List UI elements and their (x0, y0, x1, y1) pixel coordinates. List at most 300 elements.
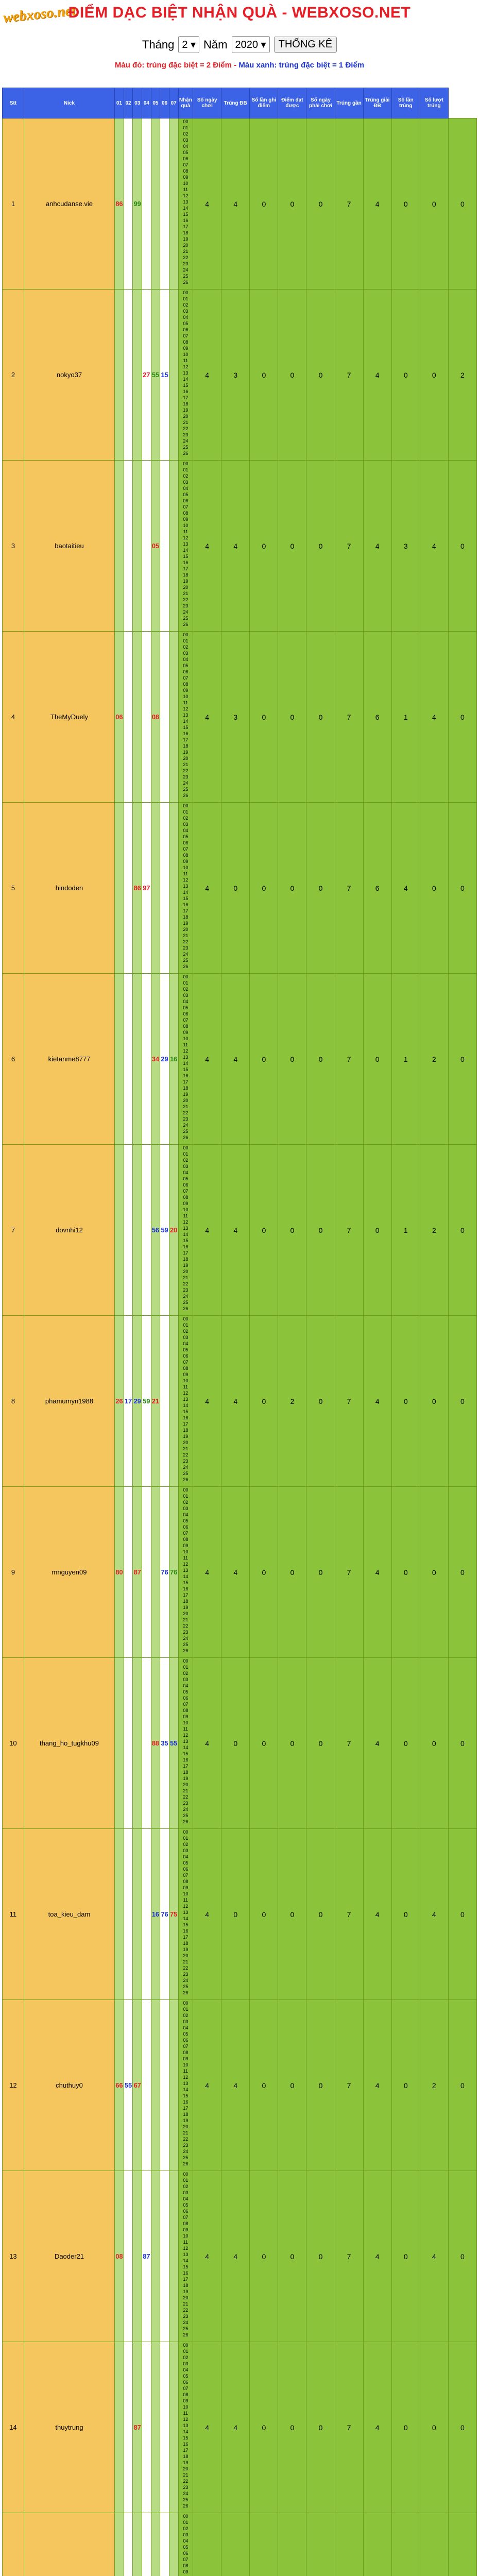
number-item: 17 (183, 1421, 189, 1427)
stat-cell: 7 (335, 1829, 363, 2000)
month-select[interactable]: 2 ▾ (178, 36, 199, 53)
number-item: 24 (183, 2149, 189, 2154)
column-header: Số lần ghi điểm (250, 88, 278, 118)
number-item: 22 (183, 1794, 189, 1800)
number-item: 17 (183, 908, 189, 913)
day-pick-cell (151, 1487, 160, 1658)
number-item: 13 (183, 1055, 189, 1060)
column-header: 02 (124, 88, 133, 118)
number-item: 19 (183, 579, 189, 584)
number-item: 13 (183, 1910, 189, 1915)
player-nick[interactable]: hindoden (24, 803, 114, 974)
number-item: 00 (183, 1658, 189, 1664)
number-list-cell (178, 1829, 193, 2000)
day-pick-cell: 88 (151, 1658, 160, 1829)
day-pick-cell (124, 1829, 133, 2000)
number-item: 12 (183, 1904, 189, 1909)
number-item: 19 (183, 1434, 189, 1439)
month-label: Tháng (142, 38, 175, 51)
stat-cell: 4 (363, 1487, 391, 1658)
number-item: 13 (183, 2081, 189, 2086)
stat-cell: 0 (250, 1316, 278, 1487)
number-item: 04 (183, 2196, 189, 2201)
day-pick-cell (124, 974, 133, 1145)
number-item: 02 (183, 2013, 189, 2018)
day-pick-cell (151, 803, 160, 974)
number-item: 01 (183, 467, 189, 472)
number-item: 03 (183, 2019, 189, 2024)
stats-submit-button[interactable]: THỐNG KÊ (274, 37, 337, 53)
stat-cell: 0 (306, 118, 335, 290)
table-row (3, 1145, 477, 1316)
stat-cell: 4 (193, 461, 221, 632)
number-item: 19 (183, 236, 189, 242)
stat-cell: 0 (278, 290, 306, 461)
stat-cell: 4 (420, 632, 448, 803)
number-item: 23 (183, 261, 189, 266)
number-item: 17 (183, 1250, 189, 1256)
number-item: 16 (183, 560, 189, 565)
number-item: 15 (183, 1067, 189, 1072)
number-item: 26 (183, 280, 189, 285)
number-item: 07 (183, 2044, 189, 2049)
number-item: 07 (183, 1531, 189, 1536)
number-item: 10 (183, 694, 189, 699)
stat-cell: 3 (221, 290, 250, 461)
number-item: 17 (183, 1764, 189, 1769)
number-item: 06 (183, 1696, 189, 1701)
number-item: 12 (183, 1219, 189, 1225)
day-pick-cell: 20 (169, 1145, 178, 1316)
site-logo[interactable]: webxoso.net (2, 2, 76, 26)
day-pick-cell: 06 (115, 632, 124, 803)
number-item: 10 (183, 2062, 189, 2067)
number-item: 20 (183, 585, 189, 590)
number-list-cell (178, 2171, 193, 2342)
day-pick-cell: 35 (160, 1658, 169, 1829)
number-item: 00 (183, 632, 189, 637)
day-pick-cell: 66 (115, 2000, 124, 2171)
number-item: 19 (183, 1605, 189, 1610)
day-pick-cell (160, 118, 169, 290)
number-item: 24 (183, 1123, 189, 1128)
day-pick-cell: 87 (142, 2171, 151, 2342)
number-item: 14 (183, 890, 189, 895)
year-select[interactable]: 2020 ▾ (232, 36, 270, 53)
player-nick[interactable]: chuthuy0 (24, 2000, 114, 2171)
day-pick-cell: 55 (151, 290, 160, 461)
row-index: 8 (3, 1316, 24, 1487)
number-item: 05 (183, 1860, 189, 1866)
player-nick[interactable]: Daoder21 (24, 2171, 114, 2342)
column-header: Nhận quà (178, 88, 193, 118)
number-item: 21 (183, 2301, 189, 2307)
number-item: 03 (183, 993, 189, 998)
number-item: 19 (183, 2118, 189, 2123)
number-item: 15 (183, 896, 189, 901)
number-item: 02 (183, 645, 189, 650)
number-item: 01 (183, 125, 189, 130)
row-index: 13 (3, 2171, 24, 2342)
stat-cell: 0 (391, 118, 420, 290)
number-item: 22 (183, 597, 189, 602)
number-item: 23 (183, 1459, 189, 1464)
player-nick[interactable]: thuytrung (24, 2342, 114, 2513)
day-pick-cell (142, 1487, 151, 1658)
year-label: Năm (203, 38, 228, 51)
day-pick-cell (169, 2171, 178, 2342)
day-pick-cell (169, 2342, 178, 2513)
player-nick[interactable]: kietanme8777 (24, 974, 114, 1145)
table-row (3, 1658, 477, 1829)
stat-cell: 0 (448, 1145, 476, 1316)
day-pick-cell (142, 1658, 151, 1829)
number-item: 25 (183, 274, 189, 279)
number-item: 10 (183, 1891, 189, 1896)
number-item: 12 (183, 1048, 189, 1054)
number-item: 05 (183, 2031, 189, 2037)
number-item: 07 (183, 333, 189, 338)
number-item: 11 (183, 700, 188, 705)
number-item: 09 (183, 346, 189, 351)
number-item: 23 (183, 1801, 189, 1806)
day-pick-cell: 56 (151, 1145, 160, 1316)
number-item: 20 (183, 243, 189, 248)
day-pick-cell (133, 1829, 142, 2000)
number-item: 20 (183, 2124, 189, 2129)
day-pick-cell (142, 974, 151, 1145)
column-header: Số lần trúng (391, 88, 420, 118)
number-item: 04 (183, 2025, 189, 2030)
stat-cell: 4 (363, 1829, 391, 2000)
stat-cell: 2 (420, 974, 448, 1145)
number-item: 22 (183, 1452, 189, 1458)
stat-cell (221, 2513, 250, 2576)
number-item: 17 (183, 395, 189, 400)
number-item: 03 (183, 651, 189, 656)
table-body (3, 118, 477, 2576)
number-item: 08 (183, 2221, 189, 2226)
number-item: 25 (183, 2155, 189, 2160)
number-item: 06 (183, 2380, 189, 2385)
column-header: 07 (169, 88, 178, 118)
number-list-cell (178, 1316, 193, 1487)
day-pick-cell (133, 632, 142, 803)
number-item: 12 (183, 1391, 189, 1396)
number-item: 06 (183, 156, 189, 161)
number-item: 13 (183, 370, 189, 376)
number-item: 23 (183, 1630, 189, 1635)
number-item: 06 (183, 1524, 189, 1530)
number-item: 12 (183, 2417, 189, 2422)
stat-cell: 0 (448, 974, 476, 1145)
day-pick-cell (115, 1658, 124, 1829)
stat-cell: 4 (193, 1658, 221, 1829)
number-item: 11 (183, 1384, 188, 1389)
stat-cell: 2 (448, 290, 476, 461)
stat-cell: 0 (420, 290, 448, 461)
number-item: 10 (183, 181, 189, 186)
stat-cell: 4 (193, 2000, 221, 2171)
number-item: 08 (183, 1024, 189, 1029)
number-item: 12 (183, 193, 189, 198)
stat-cell: 0 (250, 632, 278, 803)
player-nick[interactable]: dovnhi12 (24, 1145, 114, 1316)
number-item: 11 (183, 1897, 188, 1903)
number-item: 07 (183, 1873, 189, 1878)
stat-cell: 4 (363, 2000, 391, 2171)
number-item: 13 (183, 541, 189, 547)
day-pick-cell (142, 1145, 151, 1316)
number-item: 17 (183, 2277, 189, 2282)
number-item: 15 (183, 2093, 189, 2098)
stat-cell: 0 (420, 1487, 448, 1658)
number-item: 17 (183, 566, 189, 571)
day-pick-cell (151, 118, 160, 290)
day-pick-cell (124, 2171, 133, 2342)
number-item: 04 (183, 1683, 189, 1688)
day-pick-cell (142, 1829, 151, 2000)
number-item: 23 (183, 2485, 189, 2490)
number-item: 03 (183, 822, 189, 827)
number-item: 26 (183, 793, 189, 798)
stat-cell: 0 (391, 1829, 420, 2000)
column-header: Trúng ĐB (221, 88, 250, 118)
stat-cell: 4 (193, 2171, 221, 2342)
number-item: 02 (183, 2526, 189, 2531)
number-item: 00 (183, 2514, 189, 2519)
day-pick-cell (124, 1487, 133, 1658)
stat-cell: 4 (193, 118, 221, 290)
number-item: 08 (183, 1366, 189, 1371)
number-item: 07 (183, 1360, 189, 1365)
day-pick-cell: 80 (115, 1487, 124, 1658)
number-item: 02 (183, 987, 189, 992)
player-nick[interactable]: TheMyDuely (24, 632, 114, 803)
stat-cell: 0 (250, 803, 278, 974)
number-item: 10 (183, 1207, 189, 1212)
number-item: 26 (183, 451, 189, 456)
number-item: 26 (183, 1648, 189, 1653)
number-item: 10 (183, 1378, 189, 1383)
row-index: 3 (3, 461, 24, 632)
number-item: 26 (183, 964, 189, 969)
number-item: 21 (183, 1446, 189, 1451)
stat-cell: 0 (278, 803, 306, 974)
stat-cell: 0 (250, 461, 278, 632)
day-pick-cell (169, 2513, 178, 2576)
number-item: 03 (183, 2361, 189, 2366)
number-item: 13 (183, 199, 189, 205)
stat-cell: 4 (221, 2000, 250, 2171)
number-item: 02 (183, 302, 189, 308)
stat-cell: 4 (193, 1487, 221, 1658)
number-item: 23 (183, 603, 189, 608)
number-item: 25 (183, 616, 189, 621)
stat-cell: 4 (193, 1316, 221, 1487)
day-pick-cell (124, 1658, 133, 1829)
day-pick-cell (133, 1145, 142, 1316)
number-item: 05 (183, 834, 189, 839)
number-item: 11 (183, 1213, 188, 1218)
day-pick-cell: 76 (169, 1487, 178, 1658)
number-list-cell (178, 2513, 193, 2576)
day-pick-cell (115, 2342, 124, 2513)
player-nick[interactable]: baotaitieu (24, 461, 114, 632)
stat-cell: 7 (335, 118, 363, 290)
number-item: 10 (183, 2233, 189, 2239)
number-item: 16 (183, 2099, 189, 2105)
table-header-row (3, 88, 477, 118)
stat-cell: 0 (306, 1316, 335, 1487)
stat-cell: 0 (448, 632, 476, 803)
day-pick-cell (160, 2171, 169, 2342)
column-header: Stt (3, 88, 24, 118)
number-item: 20 (183, 1098, 189, 1103)
stat-cell: 1 (391, 1145, 420, 1316)
number-item: 04 (183, 315, 189, 320)
number-item: 14 (183, 1574, 189, 1579)
number-item: 08 (183, 853, 189, 858)
number-item: 06 (183, 669, 189, 674)
number-item: 24 (183, 2320, 189, 2325)
table-row (3, 974, 477, 1145)
number-item: 23 (183, 1116, 189, 1122)
stat-cell: 1 (391, 974, 420, 1145)
number-item: 01 (183, 2178, 189, 2183)
number-item: 26 (183, 622, 189, 627)
page-header (0, 0, 479, 77)
stat-cell: 0 (448, 803, 476, 974)
stat-cell: 0 (250, 2342, 278, 2513)
stat-cell: 2 (278, 1316, 306, 1487)
number-item: 14 (183, 2258, 189, 2263)
number-item: 20 (183, 1782, 189, 1787)
stat-cell: 4 (193, 632, 221, 803)
number-item: 18 (183, 1941, 189, 1946)
player-nick[interactable] (24, 2513, 114, 2576)
stat-cell: 4 (363, 1316, 391, 1487)
number-item: 07 (183, 504, 189, 510)
player-nick[interactable]: anhcudanse.vie (24, 118, 114, 290)
number-item: 16 (183, 389, 189, 394)
number-item: 08 (183, 1537, 189, 1542)
number-item: 10 (183, 523, 189, 528)
day-pick-cell (142, 2513, 151, 2576)
player-nick[interactable]: thang_ho_tugkhu09 (24, 1658, 114, 1829)
number-item: 01 (183, 1323, 189, 1328)
number-item: 22 (183, 1110, 189, 1115)
year-select-value: 2020 (235, 39, 258, 50)
number-item: 05 (183, 2545, 189, 2550)
day-pick-cell: 97 (142, 803, 151, 974)
number-item: 05 (183, 1176, 189, 1181)
number-item: 06 (183, 1867, 189, 1872)
day-pick-cell (142, 118, 151, 290)
number-item: 08 (183, 340, 189, 345)
number-item: 12 (183, 2075, 189, 2080)
row-index: 7 (3, 1145, 24, 1316)
number-item: 04 (183, 1854, 189, 1859)
day-pick-cell (124, 461, 133, 632)
stat-cell: 7 (335, 1145, 363, 1316)
number-item: 05 (183, 1005, 189, 1010)
legend-note (0, 61, 479, 70)
number-item: 03 (183, 1677, 189, 1682)
number-item: 25 (183, 1300, 189, 1305)
day-pick-cell (142, 2000, 151, 2171)
column-header: 06 (160, 88, 169, 118)
number-item: 25 (183, 1129, 189, 1134)
player-nick[interactable]: phamumyn1988 (24, 1316, 114, 1487)
stat-cell: 2 (420, 2000, 448, 2171)
table-row (3, 461, 477, 632)
number-item: 16 (183, 1415, 189, 1420)
stat-cell: 4 (363, 461, 391, 632)
number-item: 22 (183, 1965, 189, 1971)
number-item: 03 (183, 309, 189, 314)
number-item: 23 (183, 945, 189, 951)
number-item: 20 (183, 2466, 189, 2471)
number-item: 05 (183, 1518, 189, 1523)
player-nick[interactable]: nokyo37 (24, 290, 114, 461)
number-item: 05 (183, 663, 189, 668)
player-nick[interactable]: toa_kieu_dam (24, 1829, 114, 2000)
number-item: 25 (183, 1813, 189, 1818)
stat-cell: 0 (250, 1487, 278, 1658)
stat-cell: 0 (420, 2342, 448, 2513)
stat-cell: 0 (278, 1658, 306, 1829)
day-pick-cell (169, 2000, 178, 2171)
number-item: 16 (183, 1928, 189, 1934)
day-pick-cell (115, 803, 124, 974)
number-item: 22 (183, 2308, 189, 2313)
column-header: 05 (151, 88, 160, 118)
number-list-cell (178, 461, 193, 632)
stat-cell: 0 (420, 1658, 448, 1829)
number-item: 19 (183, 1092, 189, 1097)
number-item: 04 (183, 657, 189, 662)
number-item: 26 (183, 1135, 189, 1140)
number-item: 00 (183, 290, 189, 295)
day-pick-cell: 76 (160, 1487, 169, 1658)
number-item: 24 (183, 952, 189, 957)
stat-cell: 0 (278, 2000, 306, 2171)
player-nick[interactable]: mnguyen09 (24, 1487, 114, 1658)
number-item: 04 (183, 486, 189, 491)
number-item: 07 (183, 2386, 189, 2391)
number-item: 14 (183, 1232, 189, 1237)
number-item: 05 (183, 2202, 189, 2208)
day-pick-cell: 99 (133, 118, 142, 290)
day-pick-cell (115, 461, 124, 632)
number-item: 19 (183, 921, 189, 926)
number-list-cell (178, 2342, 193, 2513)
stat-cell: 4 (363, 290, 391, 461)
number-item: 05 (183, 1347, 189, 1352)
number-item: 18 (183, 1599, 189, 1604)
number-item: 12 (183, 2246, 189, 2251)
stat-cell: 0 (306, 632, 335, 803)
stat-cell (193, 2513, 221, 2576)
number-item: 04 (183, 999, 189, 1004)
stat-cell: 0 (306, 290, 335, 461)
number-item: 03 (183, 1164, 189, 1169)
number-item: 24 (183, 781, 189, 786)
day-pick-cell (142, 461, 151, 632)
stat-cell: 0 (391, 2000, 420, 2171)
number-item: 08 (183, 2050, 189, 2055)
